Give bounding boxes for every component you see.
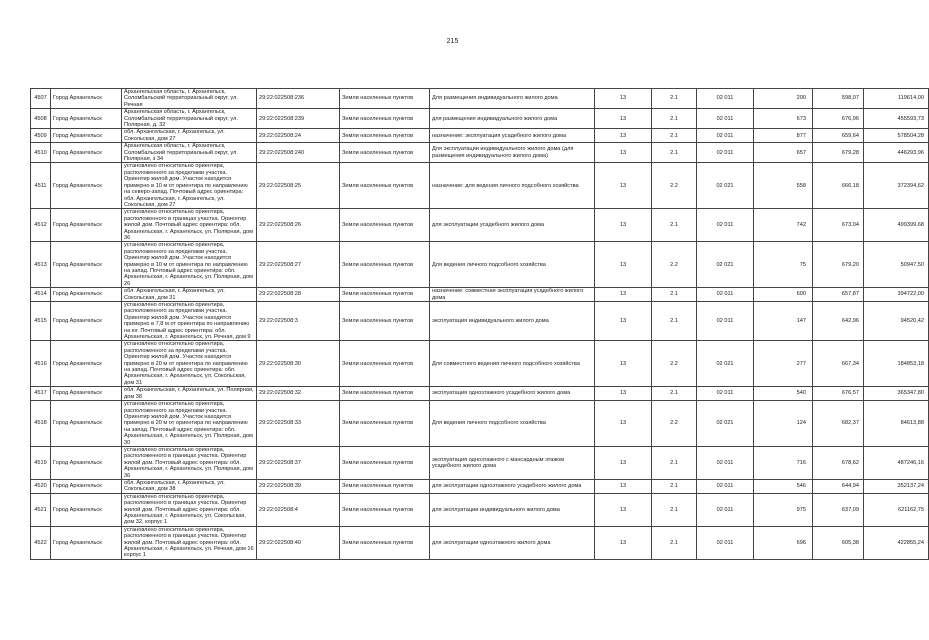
group-code-cell: 13 — [595, 341, 652, 387]
cadastral-number-cell: 29:22:022508:39 — [257, 479, 340, 493]
row-number: 4509 — [31, 129, 51, 143]
subgroup-code-cell: 2.1 — [652, 109, 697, 129]
row-number: 4513 — [31, 242, 51, 288]
permitted-use-cell: для эксплуатации усадебного жилого дома — [430, 209, 595, 242]
land-plot-table — [30, 88, 929, 560]
cadastral-value-cell: 621162,75 — [864, 493, 929, 526]
address-cell: установлено относительно ориентира, расположенного в границах участка. Ориентир жилой дом. Почтовый адрес ориентира: обл. Архангельская, г. Архангельск, ул. Полярная, дом 36 — [122, 209, 257, 242]
group-code-cell: 13 — [595, 493, 652, 526]
group-code-cell: 13 — [595, 163, 652, 209]
land-category-cell: Земли населенных пунктов — [340, 401, 430, 447]
cadastral-number-cell: 29:22:022508:239 — [257, 109, 340, 129]
cadastral-number-cell: 29:22:022508:25 — [257, 163, 340, 209]
area-cell: 673 — [754, 109, 813, 129]
permitted-use-cell: для эксплуатации одноэтажного усадебного жилого дома — [430, 479, 595, 493]
cadastral-number-cell: 29:22:022508:3 — [257, 302, 340, 341]
use-code-cell: 02 021 — [697, 401, 754, 447]
municipality-cell: Город Архангельск — [51, 288, 122, 302]
subgroup-code-cell: 2.2 — [652, 341, 697, 387]
area-cell: 124 — [754, 401, 813, 447]
row-number: 4511 — [31, 163, 51, 209]
cadastral-number-cell: 29:22:022508:28 — [257, 288, 340, 302]
specific-value-cell: 673,04 — [813, 209, 864, 242]
use-code-cell: 02 021 — [697, 242, 754, 288]
use-code-cell: 02 011 — [697, 109, 754, 129]
address-cell: установлено относительно ориентира, расположенного за пределами участка. Ориентир жилой дом. Участок находится примерно в 10 м от ориентира по направлению на северо-запад. Почтовый адрес ориентира: обл. Архангельская, г. Архангельск, ул. Сокольская, дом 27 — [122, 163, 257, 209]
table-row — [31, 302, 929, 341]
specific-value-cell: 657,87 — [813, 288, 864, 302]
group-code-cell: 13 — [595, 302, 652, 341]
table-row — [31, 446, 929, 479]
use-code-cell: 02 021 — [697, 163, 754, 209]
use-code-cell: 02 011 — [697, 479, 754, 493]
area-cell: 200 — [754, 89, 813, 109]
specific-value-cell: 642,96 — [813, 302, 864, 341]
specific-value-cell: 676,57 — [813, 387, 864, 401]
table-row — [31, 89, 929, 109]
table-row — [31, 109, 929, 129]
cadastral-value-cell: 119614,00 — [864, 89, 929, 109]
row-number: 4522 — [31, 526, 51, 559]
permitted-use-cell: Для совместного ведения личного подсобного хозяйства — [430, 341, 595, 387]
subgroup-code-cell: 2.2 — [652, 163, 697, 209]
address-cell: установлено относительно ориентира, расположенного в границах участка. Ориентир жилой дом. Почтовый адрес ориентира: обл. Архангельская, г. Архангельск, ул. Полярная, дом 36 — [122, 446, 257, 479]
permitted-use-cell: назначение: совместная эксплуатация усадебного жилого дома — [430, 288, 595, 302]
cadastral-number-cell: 29:22:022508:33 — [257, 401, 340, 447]
row-number: 4516 — [31, 341, 51, 387]
area-cell: 540 — [754, 387, 813, 401]
municipality-cell: Город Архангельск — [51, 242, 122, 288]
row-number: 4521 — [31, 493, 51, 526]
area-cell: 558 — [754, 163, 813, 209]
table-row — [31, 209, 929, 242]
subgroup-code-cell: 2.1 — [652, 129, 697, 143]
specific-value-cell: 666,18 — [813, 163, 864, 209]
cadastral-number-cell: 29:22:022508:236 — [257, 89, 340, 109]
area-cell: 277 — [754, 341, 813, 387]
row-number: 4510 — [31, 143, 51, 163]
specific-value-cell: 678,62 — [813, 446, 864, 479]
address-cell: обл. Архангельская, г. Архангельск, ул. Сокольская, дом 27 — [122, 129, 257, 143]
area-cell: 716 — [754, 446, 813, 479]
municipality-cell: Город Архангельск — [51, 526, 122, 559]
subgroup-code-cell: 2.1 — [652, 493, 697, 526]
cadastral-value-cell: 84613,88 — [864, 401, 929, 447]
municipality-cell: Город Архангельск — [51, 209, 122, 242]
use-code-cell: 02 011 — [697, 143, 754, 163]
area-cell: 600 — [754, 288, 813, 302]
specific-value-cell: 637,09 — [813, 493, 864, 526]
row-number: 4512 — [31, 209, 51, 242]
use-code-cell: 02 011 — [697, 302, 754, 341]
land-category-cell: Земли населенных пунктов — [340, 526, 430, 559]
address-cell: установлено относительно ориентира, расположенного в границах участка. Ориентир жилой дом. Почтовый адрес ориентира: обл. Архангельская, г. Архангельск, ул. Сокольская, дом 32, корпус 1 — [122, 493, 257, 526]
land-category-cell: Земли населенных пунктов — [340, 493, 430, 526]
area-cell: 696 — [754, 526, 813, 559]
cadastral-value-cell: 422855,24 — [864, 526, 929, 559]
row-number: 4518 — [31, 401, 51, 447]
permitted-use-cell: назначение: эксплуатация усадебного жилого дома — [430, 129, 595, 143]
address-cell: Архангельская область, г. Архангельск, Соломбальский территориальный округ, ул. Речная — [122, 89, 257, 109]
land-category-cell: Земли населенных пунктов — [340, 288, 430, 302]
permitted-use-cell: Для размещения индивидуального жилого дома — [430, 89, 595, 109]
permitted-use-cell: Для ведения личного подсобного хозяйства — [430, 242, 595, 288]
municipality-cell: Город Архангельск — [51, 446, 122, 479]
subgroup-code-cell: 2.2 — [652, 242, 697, 288]
cadastral-value-cell: 352137,24 — [864, 479, 929, 493]
cadastral-value-cell: 487246,16 — [864, 446, 929, 479]
cadastral-value-cell: 455593,73 — [864, 109, 929, 129]
municipality-cell: Город Архангельск — [51, 129, 122, 143]
table-row — [31, 288, 929, 302]
group-code-cell: 13 — [595, 401, 652, 447]
land-category-cell: Земли населенных пунктов — [340, 109, 430, 129]
group-code-cell: 13 — [595, 109, 652, 129]
land-category-cell: Земли населенных пунктов — [340, 341, 430, 387]
subgroup-code-cell: 2.2 — [652, 401, 697, 447]
use-code-cell: 02 011 — [697, 493, 754, 526]
municipality-cell: Город Архангельск — [51, 89, 122, 109]
land-category-cell: Земли населенных пунктов — [340, 143, 430, 163]
cadastral-value-cell: 372394,62 — [864, 163, 929, 209]
cadastral-value-cell: 394722,00 — [864, 288, 929, 302]
table-row — [31, 526, 929, 559]
row-number: 4515 — [31, 302, 51, 341]
cadastral-number-cell: 29:22:022508:40 — [257, 526, 340, 559]
area-cell: 975 — [754, 493, 813, 526]
row-number: 4514 — [31, 288, 51, 302]
permitted-use-cell: для эксплуатации одноэтажного жилого дома — [430, 526, 595, 559]
group-code-cell: 13 — [595, 387, 652, 401]
cadastral-number-cell: 29:22:022508:37 — [257, 446, 340, 479]
use-code-cell: 02 011 — [697, 129, 754, 143]
group-code-cell: 13 — [595, 446, 652, 479]
subgroup-code-cell: 2.1 — [652, 288, 697, 302]
row-number: 4507 — [31, 89, 51, 109]
specific-value-cell: 679,20 — [813, 242, 864, 288]
permitted-use-cell: Для ведения личного подсобного хозяйства — [430, 401, 595, 447]
address-cell: установлено относительно ориентира, расположенного за пределами участка. Ориентир жилой дом. Участок находится примерно в 20 м от ориентира по направлению на запад. Почтовый адрес ориентира: обл. Архангельская, г. Архангельск, ул. Сокольская, дом 31 — [122, 341, 257, 387]
land-category-cell: Земли населенных пунктов — [340, 163, 430, 209]
row-number: 4520 — [31, 479, 51, 493]
use-code-cell: 02 011 — [697, 209, 754, 242]
subgroup-code-cell: 2.1 — [652, 479, 697, 493]
address-cell: обл. Архангельская, г. Архангельск, ул. Полярная, дом 38 — [122, 387, 257, 401]
specific-value-cell: 598,07 — [813, 89, 864, 109]
subgroup-code-cell: 2.1 — [652, 209, 697, 242]
specific-value-cell: 667,34 — [813, 341, 864, 387]
use-code-cell: 02 011 — [697, 526, 754, 559]
specific-value-cell: 644,94 — [813, 479, 864, 493]
land-category-cell: Земли населенных пунктов — [340, 479, 430, 493]
table-row — [31, 479, 929, 493]
cadastral-number-cell: 29:22:022508:32 — [257, 387, 340, 401]
address-cell: Архангельская область, г. Архангельск, Соломбальский территориальный округ, ул. Полярная, д. 32 — [122, 109, 257, 129]
use-code-cell: 02 011 — [697, 446, 754, 479]
land-category-cell: Земли населенных пунктов — [340, 242, 430, 288]
address-cell: установлено относительно ориентира, расположенного в границах участка. Ориентир жилой дом. Почтовый адрес ориентира: обл. Архангельская, г. Архангельск, ул. Речная, дом 16 корпус 1 — [122, 526, 257, 559]
permitted-use-cell: Для эксплуатации индивидуального жилого дома (для размещения индивидуального жилого дома) — [430, 143, 595, 163]
land-category-cell: Земли населенных пунктов — [340, 387, 430, 401]
table-row — [31, 493, 929, 526]
land-category-cell: Земли населенных пунктов — [340, 129, 430, 143]
table-row — [31, 387, 929, 401]
subgroup-code-cell: 2.1 — [652, 526, 697, 559]
row-number: 4519 — [31, 446, 51, 479]
area-cell: 147 — [754, 302, 813, 341]
table-row — [31, 401, 929, 447]
cadastral-number-cell: 29:22:022508:240 — [257, 143, 340, 163]
address-cell: Архангельская область, г. Архангельск, Соломбальский территориальный округ, ул. Полярная, з 34 — [122, 143, 257, 163]
group-code-cell: 13 — [595, 288, 652, 302]
municipality-cell: Город Архангельск — [51, 479, 122, 493]
subgroup-code-cell: 2.1 — [652, 387, 697, 401]
cadastral-number-cell: 29:22:022508:24 — [257, 129, 340, 143]
permitted-use-cell: для размещения индивидуального жилого дома — [430, 109, 595, 129]
subgroup-code-cell: 2.1 — [652, 89, 697, 109]
permitted-use-cell: эксплуатация индивидуального жилого дома — [430, 302, 595, 341]
subgroup-code-cell: 2.1 — [652, 446, 697, 479]
permitted-use-cell: для эксплуатации индивидуального жилого дома — [430, 493, 595, 526]
address-cell: обл. Архангельская, г. Архангельск, ул. Сокольская, дом 31 — [122, 288, 257, 302]
cadastral-number-cell: 29:22:022508:30 — [257, 341, 340, 387]
cadastral-number-cell: 29:22:022508:27 — [257, 242, 340, 288]
subgroup-code-cell: 2.1 — [652, 143, 697, 163]
row-number: 4508 — [31, 109, 51, 129]
area-cell: 742 — [754, 209, 813, 242]
group-code-cell: 13 — [595, 526, 652, 559]
cadastral-number-cell: 29:22:022508:4 — [257, 493, 340, 526]
permitted-use-cell: назначение: для ведения личного подсобного хозяйства — [430, 163, 595, 209]
municipality-cell: Город Архангельск — [51, 143, 122, 163]
area-cell: 657 — [754, 143, 813, 163]
address-cell: установлено относительно ориентира, расположенного за пределами участка. Ориентир жилой дом. Участок находится примерно в 7,8 м от ориентира по направлению на юг. Почтовый адрес ориентира: обл. Архангельская, г. Архангельск, ул. Речная, дом 9 — [122, 302, 257, 341]
cadastral-number-cell: 29:22:022508:26 — [257, 209, 340, 242]
group-code-cell: 13 — [595, 143, 652, 163]
specific-value-cell: 605,38 — [813, 526, 864, 559]
municipality-cell: Город Архангельск — [51, 401, 122, 447]
land-category-cell: Земли населенных пунктов — [340, 446, 430, 479]
municipality-cell: Город Архангельск — [51, 387, 122, 401]
municipality-cell: Город Архангельск — [51, 109, 122, 129]
area-cell: 75 — [754, 242, 813, 288]
table-row — [31, 242, 929, 288]
table-row — [31, 341, 929, 387]
area-cell: 546 — [754, 479, 813, 493]
address-cell: установлено относительно ориентира, расположенного за пределами участка. Ориентир жилой дом. Участок находится примерно в 10 м от ориентира по направлению на запад. Почтовый адрес ориентира: обл. Архангельская, г. Архангельск, ул. Полярная, дом 26 — [122, 242, 257, 288]
area-cell: 877 — [754, 129, 813, 143]
subgroup-code-cell: 2.1 — [652, 302, 697, 341]
municipality-cell: Город Архангельск — [51, 493, 122, 526]
cadastral-value-cell: 50947,50 — [864, 242, 929, 288]
municipality-cell: Город Архангельск — [51, 163, 122, 209]
table-row — [31, 143, 929, 163]
land-category-cell: Земли населенных пунктов — [340, 89, 430, 109]
table-row — [31, 129, 929, 143]
use-code-cell: 02 011 — [697, 387, 754, 401]
land-category-cell: Земли населенных пунктов — [340, 209, 430, 242]
land-category-cell: Земли населенных пунктов — [340, 302, 430, 341]
use-code-cell: 02 011 — [697, 288, 754, 302]
cadastral-value-cell: 365347,80 — [864, 387, 929, 401]
specific-value-cell: 682,37 — [813, 401, 864, 447]
specific-value-cell: 676,96 — [813, 109, 864, 129]
group-code-cell: 13 — [595, 242, 652, 288]
municipality-cell: Город Архангельск — [51, 302, 122, 341]
cadastral-value-cell: 94520,42 — [864, 302, 929, 341]
use-code-cell: 02 011 — [697, 89, 754, 109]
specific-value-cell: 679,28 — [813, 143, 864, 163]
group-code-cell: 13 — [595, 209, 652, 242]
cadastral-value-cell: 446293,96 — [864, 143, 929, 163]
page-number: 215 — [446, 38, 459, 45]
use-code-cell: 02 021 — [697, 341, 754, 387]
row-number: 4517 — [31, 387, 51, 401]
cadastral-value-cell: 184853,18 — [864, 341, 929, 387]
address-cell: установлено относительно ориентира, расположенного за пределами участка. Ориентир жилой дом. Участок находится примерно в 20 м от ориентира по направлению на запад. Почтовый адрес ориентира: обл. Архангельская, г. Архангельск, ул. Полярная, дом 30 — [122, 401, 257, 447]
specific-value-cell: 659,64 — [813, 129, 864, 143]
permitted-use-cell: эксплуатация одноэтажного усадебного жилого дома — [430, 387, 595, 401]
group-code-cell: 13 — [595, 479, 652, 493]
table-row — [31, 163, 929, 209]
address-cell: обл. Архангельская, г. Архангельск, ул. Сокольская, дом 38 — [122, 479, 257, 493]
permitted-use-cell: эксплуатация одноэтажного с мансардным этажом усадебного жилого дома — [430, 446, 595, 479]
municipality-cell: Город Архангельск — [51, 341, 122, 387]
cadastral-value-cell: 499399,68 — [864, 209, 929, 242]
cadastral-value-cell: 578504,28 — [864, 129, 929, 143]
group-code-cell: 13 — [595, 89, 652, 109]
group-code-cell: 13 — [595, 129, 652, 143]
